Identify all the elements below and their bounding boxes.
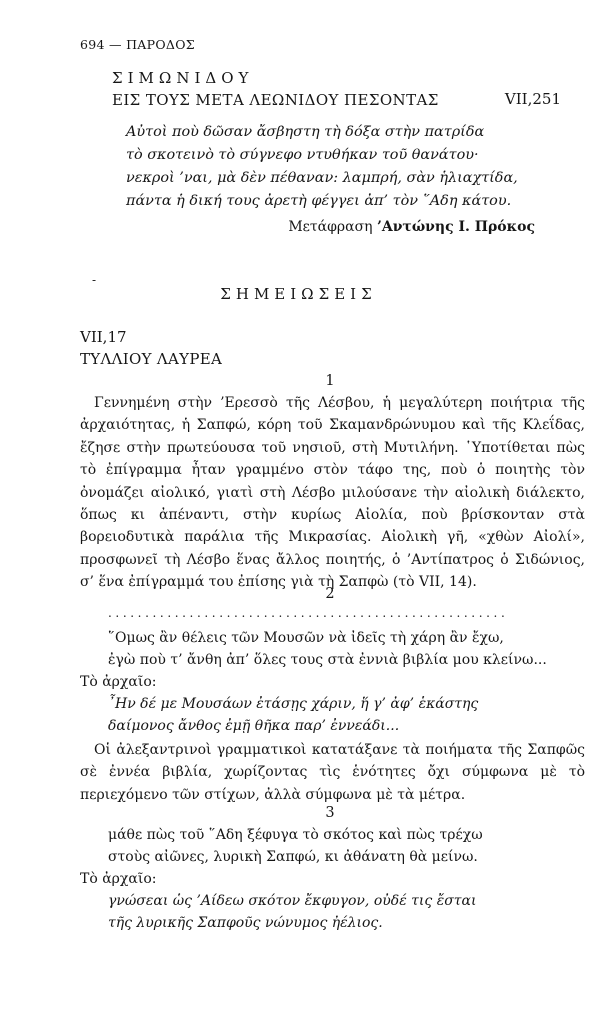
translation-label: Μετάφραση (288, 219, 373, 235)
ancient-verse: ῏Ην δέ με Μουσάων ἐτάσῃς χάριν, ἥ γ’ ἀφ’ ἑκάστης (108, 696, 479, 712)
translated-verse: ἐγὼ ποὺ τ’ ἄνθη ἀπ’ ὅλες τους στὰ ἐννιὰ βιβλία μου κλείνω... (108, 652, 547, 668)
poem-line: νεκροὶ ’ναι, μὰ δὲν πέθαναν: λαμπρή, σὰν ἡλιαχτίδα, (126, 170, 518, 186)
original-label: Τὸ ἀρχαῖο: (80, 871, 157, 887)
poem-reference: VII,251 (504, 90, 561, 108)
note-paragraph: Οἱ ἀλεξαντρινοὶ γραμματικοὶ κατατάξανε τὰ ποιήματα τῆς Σαπφῶς σὲ ἐννέα βιβλία, χωρίζοντας τὶς ἑνότητες ὄχι σύμφωνα μὲ τὸ περιεχόμενο τῶν στίχων, ἀλλὰ σύμφωνα μὲ τὰ μέτρα. (80, 742, 585, 803)
translated-verse: στοὺς αἰῶνες, λυρικὴ Σαπφώ, κι ἀθάνατη θὰ μείνω. (108, 849, 478, 865)
notes-title: ΣΗΜΕΙΩΣΕΙΣ (220, 285, 377, 303)
ancient-verse: γνώσεαι ὡς ’Αίδεω σκότον ἔκφυγον, οὐδέ τις ἔσται (108, 893, 477, 909)
poem-title-author: ΣΙΜΩΝΙΔΟΥ (112, 69, 254, 87)
note-paragraph: Γεννημένη στὴν ’Ερεσσὸ τῆς Λέσβου, ἡ μεγαλύτερη ποιήτρια τῆς ἀρχαιότητας, ἡ Σαπφώ, κόρη τοῦ Σκαμανδρώνυμου καὶ τῆς Κλεΐδας, ἔζησε στὴν πρωτεύουσα τοῦ νησιοῦ, στὴ Μυτιλήνη. ῾Υποτίθεται πὼς τὸ ἐπίγραμμα ἦταν γραμμένο στὸν τάφο της, ποὺ ὁ ποιητὴς τὸν ὀνομάζει αἰολικό, γιατὶ στὴ Λέσβο μιλούσανε τὴν αἰολικὴ διάλεκτο, ὅπως κι ἀπέναντι, στὴν κυρίως Αἰολία, ποὺ βρίσκονταν στὰ βορειοδυτικὰ παράλια τῆς Μικρασίας. Αἰολικὴ γῆ, «χθὼν Αἰολί», προσφωνεῖ τὴ Λέσβο ἕνας ἄλλος ποιητής, ὁ ’Αντίπατρος ὁ Σιδώνιος, σ’ ἕνα ἐπίγραμμά του ἐπίσης γιὰ τὴ Σαπφὼ (τὸ VII, 14). (80, 395, 585, 591)
poem-line: πάντα ἡ δική τους ἀρετὴ φέγγει ἀπ’ τὸν ῞Αδη κάτου. (126, 193, 512, 209)
poem-line: Αὐτοὶ ποὺ δῶσαν ἄσβηστη τὴ δόξα στὴν πατρίδα (126, 124, 485, 140)
note-number: 1 (325, 373, 335, 389)
ancient-verse: δαίμονος ἄνθος ἐμῇ θῆκα παρ’ ἐννεάδι... (108, 718, 400, 734)
original-label: Τὸ ἀρχαῖο: (80, 674, 157, 690)
note-heading: ΤΥΛΛΙΟΥ ΛΑΥΡΕΑ (80, 350, 223, 368)
page-header: 694 — ΠΑΡΟΔΟΣ (80, 37, 195, 52)
ellipsis-line: ...................................................... (108, 606, 509, 620)
ancient-verse: τῆς λυρικῆς Σαπφοῦς νώνυμος ἠέλιος. (108, 915, 383, 931)
translated-verse: μάθε πὼς τοῦ ῞Αδη ξέφυγα τὸ σκότος καὶ πὼς τρέχω (108, 827, 483, 843)
note-number: 3 (325, 805, 335, 821)
translator-name: ’Αντώνης Ι. Πρόκος (376, 219, 535, 235)
note-number: 2 (325, 586, 335, 602)
translated-verse: ῞Ομως ἂν θέλεις τῶν Μουσῶν νὰ ἰδεῖς τὴ χάρη ἂν ἔχω, (108, 630, 504, 646)
note-reference: VII,17 (80, 328, 127, 346)
poem-title: ΕΙΣ ΤΟΥΣ ΜΕΤΑ ΛΕΩΝΙΔΟΥ ΠΕΣΟΝΤΑΣ (112, 91, 439, 109)
poem-line: τὸ σκοτεινὸ τὸ σύγνεφο ντυθήκαν τοῦ θανάτου· (126, 147, 479, 163)
stray-dash: - (92, 273, 97, 287)
translator-credit (288, 219, 535, 235)
